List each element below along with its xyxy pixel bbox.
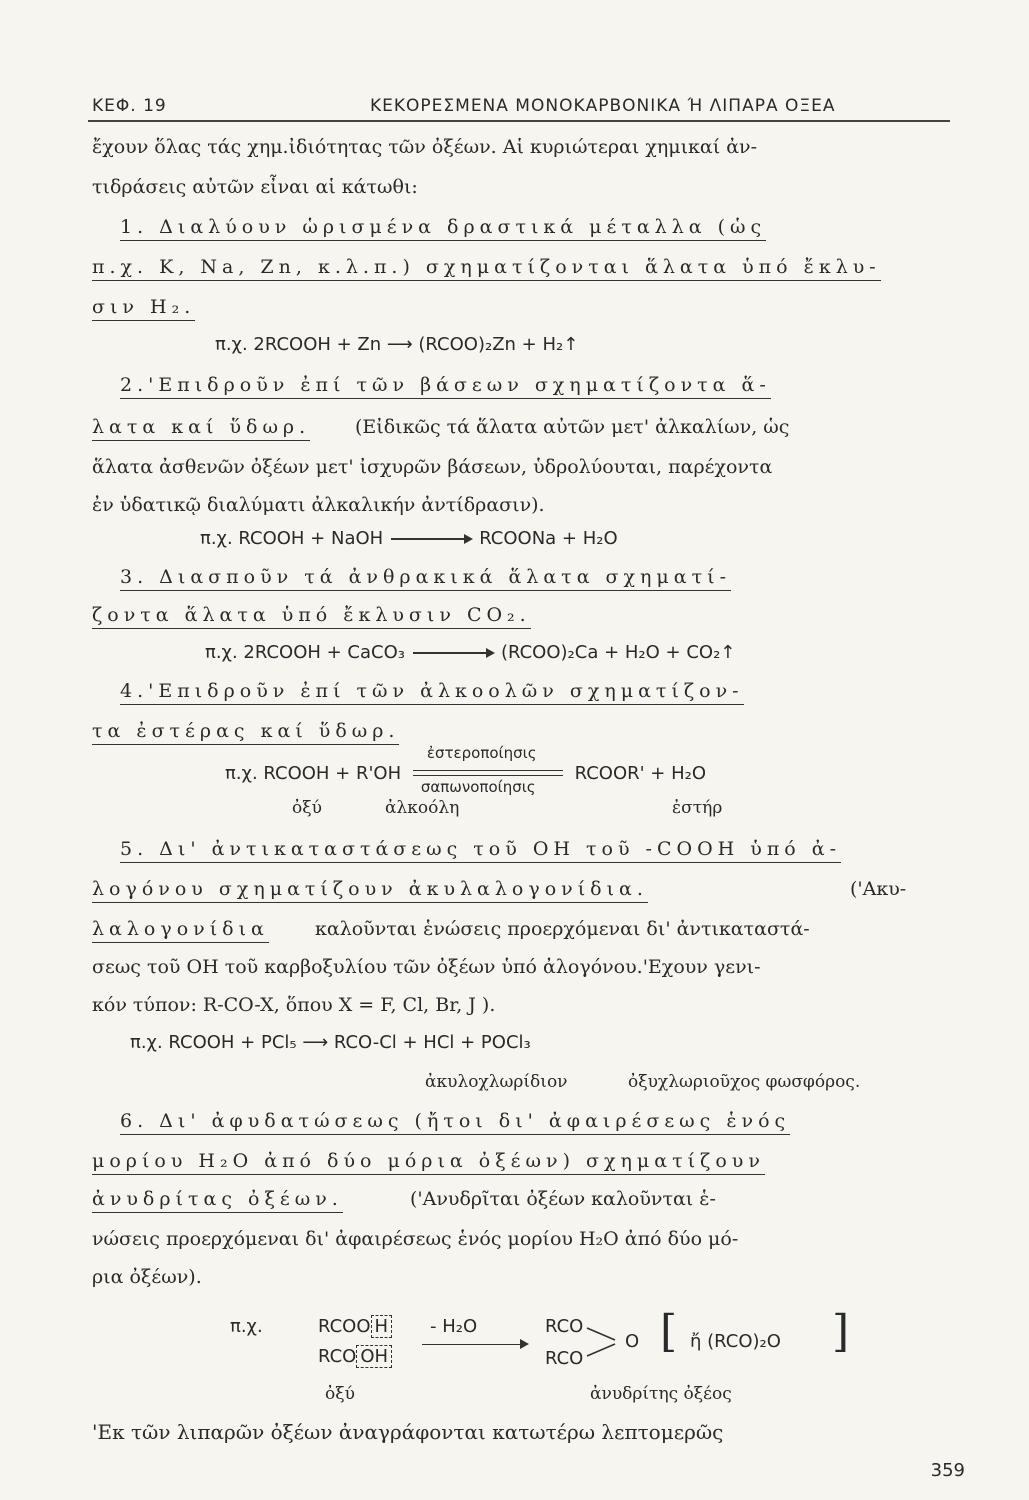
item1-line1: 1. Διαλύουν ὡρισμένα δραστικά μέταλλα (ὡς [120,218,766,241]
header-rule [88,120,950,122]
item2-eq-right: RCOONa + H₂O [479,528,618,549]
reaction-arrow [391,538,471,540]
item1-line2: π.χ. K, Na, Zn, κ.λ.π.) σχηματίζονται ἅλατα ὑπό ἔκλυ- [92,258,881,281]
item3-equation [205,644,735,662]
item5-line2a: λογόνου σχηματίζουν ἀκυλαλογονίδια. [92,880,648,903]
item4-eq-right: RCOOR' + H₂O [574,763,707,784]
label-ester: ἐστήρ [672,798,723,818]
label-acid-6: ὀξύ [325,1384,355,1404]
item5-line3b: καλοῦνται ἑνώσεις προερχόμεναι δι' ἀντικαταστά- [315,918,810,940]
item5-line3a: λαλογονίδια [92,920,269,943]
acid-molecule-1 [318,1318,392,1336]
item6-line5: ρια ὀξέων). [92,1266,202,1288]
item3-eq-right: (RCOO)₂Ca + H₂O + CO₂↑ [500,642,736,663]
item5-line4: σεως τοῦ OH τοῦ καρβοξυλίου τῶν ὀξέων ὑπό ἀλογόνου.'Εχουν γενι- [92,956,761,978]
equilibrium-arrows [413,744,563,796]
label-acyl-chloride: ἀκυλοχλωρίδιον [425,1072,568,1092]
item2-line2b: (Εἰδικῶς τά ἅλατα αὐτῶν μετ' ἀλκαλίων, ὡς [355,416,790,438]
item5-equation: π.χ. RCOOH + PCl₅ ⟶ RCO-Cl + HCl + POCl₃ [130,1032,531,1053]
acid2-rco: RCO [318,1346,357,1367]
item5-line1: 5. Δι' ἀντικαταστάσεως τοῦ OH τοῦ -COOH ὑπό ἀ- [120,840,841,863]
item3-eq-left: π.χ. 2RCOOH + CaCO₃ [205,642,405,663]
example-label: π.χ. [230,1316,263,1337]
item6-line3b: ('Ανυδρῖται ὀξέων καλοῦνται ἑ- [410,1188,716,1210]
header-right: ΚΕΚΟΡΕΣΜΕΝΑ ΜΟΝΟΚΑΡΒΟΝΙΚΑ Ή ΛΙΠΑΡΑ ΟΞΕΑ [370,96,836,116]
bracket-close: ] [832,1306,850,1357]
label-anhydride: ἀνυδρίτης ὀξέος [590,1384,732,1404]
item4-eq-left: π.χ. RCOOH + R'OH [225,763,402,784]
intro-line-2: τιδράσεις αὐτῶν εἶναι αἱ κάτωθι: [92,176,418,198]
backward-label: σαπωνοποίησις [420,778,536,796]
item2-line2a: λατα καί ὕδωρ. [92,418,310,441]
item4-line1: 4.'Επιδροῦν ἐπί τῶν ἀλκοολῶν σχηματίζον- [120,682,744,705]
header-left: ΚΕΦ. 19 [92,96,167,116]
removed-oh: OH [356,1345,392,1368]
item2-eq-left: π.χ. RCOOH + NaOH [200,528,384,549]
item6-line2: μορίου H₂O ἀπό δύο μόρια ὀξέων) σχηματίζουν [92,1152,765,1175]
dehydration-arrowhead [520,1339,529,1349]
bracket-open: [ [660,1306,678,1357]
item2-line3: ἅλατα ἀσθενῶν ὀξέων μετ' ἰσχυρῶν βάσεων, ὑδρολύουται, παρέχοντα [92,456,773,478]
label-acid: ὀξύ [292,798,322,818]
label-alcohol: ἀλκοόλη [385,798,460,818]
item6-line4: νώσεις προερχόμεναι δι' ἀφαιρέσεως ἑνός μορίου H₂O ἀπό δύο μό- [92,1228,739,1250]
alternative-formula: ἤ (RCO)₂O [690,1331,781,1352]
item3-line1: 3. Διασποῦν τά ἀνθρακικά ἅλατα σχηματί- [120,568,731,591]
anhydride-rco-1: RCO [545,1316,584,1337]
item5-line2b: ('Ακυ- [850,878,907,900]
anhydride-rco-2: RCO [545,1348,584,1369]
item6-line3a: ἀνυδρίτας ὀξέων. [92,1190,343,1213]
closing-line: 'Εκ τῶν λιπαρῶν ὀξέων ἀναγράφονται κατωτέρω λεπτομερῶς [92,1420,724,1444]
item2-line1: 2.'Επιδροῦν ἐπί τῶν βάσεων σχηματίζοντα ἅ- [120,376,771,399]
item3-line2: ζοντα ἅλατα ὑπό ἔκλυσιν CO₂. [92,606,531,629]
dehydration-arrow [422,1344,522,1345]
page-number: 359 [930,1460,965,1481]
acid1-rcoo: RCOO [318,1316,371,1337]
intro-line-1: ἔχουν ὅλας τάς χημ.ἰδιότητας τῶν ὀξέων. Αἱ κυριώτεραι χημικαί ἀν- [92,136,758,158]
backward-arrow [413,775,563,776]
item5-line5: κόν τύπον: R-CO-X, ὅπου X = F, Cl, Br, J ). [92,994,496,1016]
item1-line3: σιν H₂. [92,298,195,321]
item6-line1: 6. Δι' ἀφυδατώσεως (ἤτοι δι' ἀφαιρέσεως ἑνός [120,1112,790,1135]
reaction-arrow [413,652,493,654]
label-phosphorus-oxychloride: ὀξυχλωριοῦχος φωσφόρος. [628,1072,861,1092]
item2-line4: ἐν ὑδατικῷ διαλύματι ἀλκαλικήν ἀντίδρασιν). [92,494,545,516]
forward-arrow [413,770,563,771]
item1-equation: π.χ. 2RCOOH + Zn ⟶ (RCOO)₂Zn + H₂↑ [215,334,579,355]
item4-equation [225,744,707,796]
bridge-oxygen: O [625,1331,640,1352]
minus-water: - H₂O [430,1316,478,1337]
item2-equation [200,530,618,548]
acid-molecule-2 [318,1348,392,1366]
removed-h: H [371,1315,393,1338]
item4-line2: τα ἐστέρας καί ὕδωρ. [92,722,399,745]
anhydride-bonds [585,1322,625,1362]
forward-label: ἐστεροποίησις [426,744,537,762]
